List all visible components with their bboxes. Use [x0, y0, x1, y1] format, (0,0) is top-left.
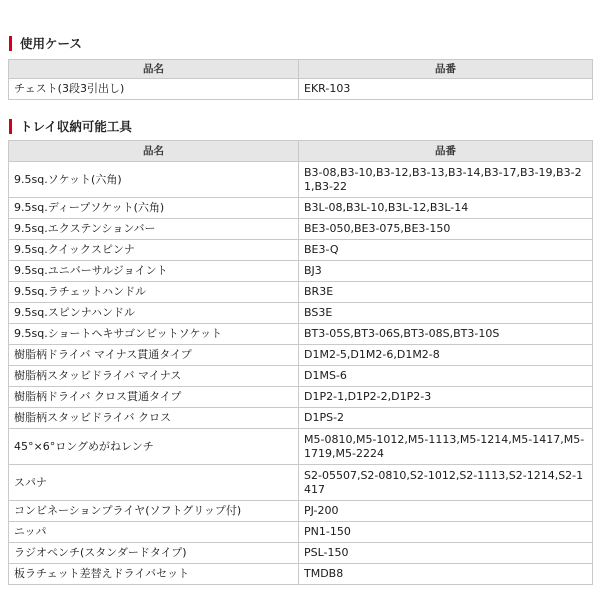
product-name-cell: 9.5sq.ラチェットハンドル — [9, 282, 299, 303]
tray-tools-table — [8, 140, 593, 585]
product-name-cell: 樹脂柄スタッビドライバ マイナス — [9, 366, 299, 387]
section-title-text: 使用ケース — [20, 36, 82, 51]
product-name-cell: 9.5sq.ソケット(六角) — [9, 162, 299, 198]
product-name-cell: 9.5sq.スピンナハンドル — [9, 303, 299, 324]
section-title-text: トレイ収納可能工具 — [20, 119, 132, 134]
product-name-cell: ニッパ — [9, 522, 299, 543]
table-row — [9, 345, 593, 366]
product-code-cell: BR3E — [299, 282, 593, 303]
product-code-cell: BJ3 — [299, 261, 593, 282]
product-code-cell: D1M2-5,D1M2-6,D1M2-8 — [299, 345, 593, 366]
product-name-cell: 9.5sq.ユニバーサルジョイント — [9, 261, 299, 282]
table-row — [9, 387, 593, 408]
product-code-cell: PSL-150 — [299, 543, 593, 564]
product-code-cell: D1MS-6 — [299, 366, 593, 387]
case-table — [8, 59, 593, 100]
product-code-cell: BE3-050,BE3-075,BE3-150 — [299, 219, 593, 240]
table-row — [9, 501, 593, 522]
table-row — [9, 543, 593, 564]
table-header-row — [9, 141, 593, 162]
column-header-name: 品名 — [9, 141, 299, 162]
product-name-cell: 樹脂柄ドライバ クロス貫通タイプ — [9, 387, 299, 408]
product-code-cell: M5-0810,M5-1012,M5-1113,M5-1214,M5-1417,M5-1719,M5-2224 — [299, 429, 593, 465]
product-code-cell: BT3-05S,BT3-06S,BT3-08S,BT3-10S — [299, 324, 593, 345]
table-row — [9, 198, 593, 219]
product-name-cell: 板ラチェット差替えドライバセット — [9, 564, 299, 585]
product-code-cell: TMDB8 — [299, 564, 593, 585]
red-marker-bar — [9, 36, 12, 51]
section-heading-tray-tools — [9, 117, 132, 135]
tools-table-body — [9, 162, 593, 585]
product-code-cell: B3-08,B3-10,B3-12,B3-13,B3-14,B3-17,B3-19,B3-21,B3-22 — [299, 162, 593, 198]
table-row — [9, 429, 593, 465]
table-row — [9, 282, 593, 303]
red-marker-bar — [9, 119, 12, 134]
table-row — [9, 162, 593, 198]
product-code-cell: PN1-150 — [299, 522, 593, 543]
table-row — [9, 240, 593, 261]
table-row — [9, 79, 593, 100]
product-name-cell: 9.5sq.クイックスピンナ — [9, 240, 299, 261]
section-heading-case — [9, 34, 82, 52]
product-code-cell: S2-05507,S2-0810,S2-1012,S2-1113,S2-1214,S2-1417 — [299, 465, 593, 501]
product-code-cell: D1P2-1,D1P2-2,D1P2-3 — [299, 387, 593, 408]
product-code-cell: BE3-Q — [299, 240, 593, 261]
product-name-cell: 9.5sq.エクステンションバー — [9, 219, 299, 240]
table-row — [9, 366, 593, 387]
product-name-cell: 9.5sq.ディープソケット(六角) — [9, 198, 299, 219]
product-name-cell: スパナ — [9, 465, 299, 501]
product-code-cell: D1PS-2 — [299, 408, 593, 429]
product-name-cell: 9.5sq.ショートヘキサゴンビットソケット — [9, 324, 299, 345]
table-header-row — [9, 60, 593, 79]
column-header-name: 品名 — [9, 60, 299, 79]
column-header-code: 品番 — [299, 60, 593, 79]
table-row — [9, 465, 593, 501]
table-row — [9, 219, 593, 240]
product-name-cell: 45°×6°ロングめがねレンチ — [9, 429, 299, 465]
product-name-cell: ラジオペンチ(スタンダードタイプ) — [9, 543, 299, 564]
table-row — [9, 564, 593, 585]
table-row — [9, 324, 593, 345]
table-row — [9, 408, 593, 429]
product-name-cell: チェスト(3段3引出し) — [9, 79, 299, 100]
product-name-cell: 樹脂柄ドライバ マイナス貫通タイプ — [9, 345, 299, 366]
product-code-cell: EKR-103 — [299, 79, 593, 100]
column-header-code: 品番 — [299, 141, 593, 162]
table-row — [9, 522, 593, 543]
product-code-cell: PJ-200 — [299, 501, 593, 522]
product-name-cell: 樹脂柄スタッビドライバ クロス — [9, 408, 299, 429]
product-code-cell: B3L-08,B3L-10,B3L-12,B3L-14 — [299, 198, 593, 219]
table-row — [9, 303, 593, 324]
table-row — [9, 261, 593, 282]
product-name-cell: コンビネーションプライヤ(ソフトグリップ付) — [9, 501, 299, 522]
product-code-cell: BS3E — [299, 303, 593, 324]
